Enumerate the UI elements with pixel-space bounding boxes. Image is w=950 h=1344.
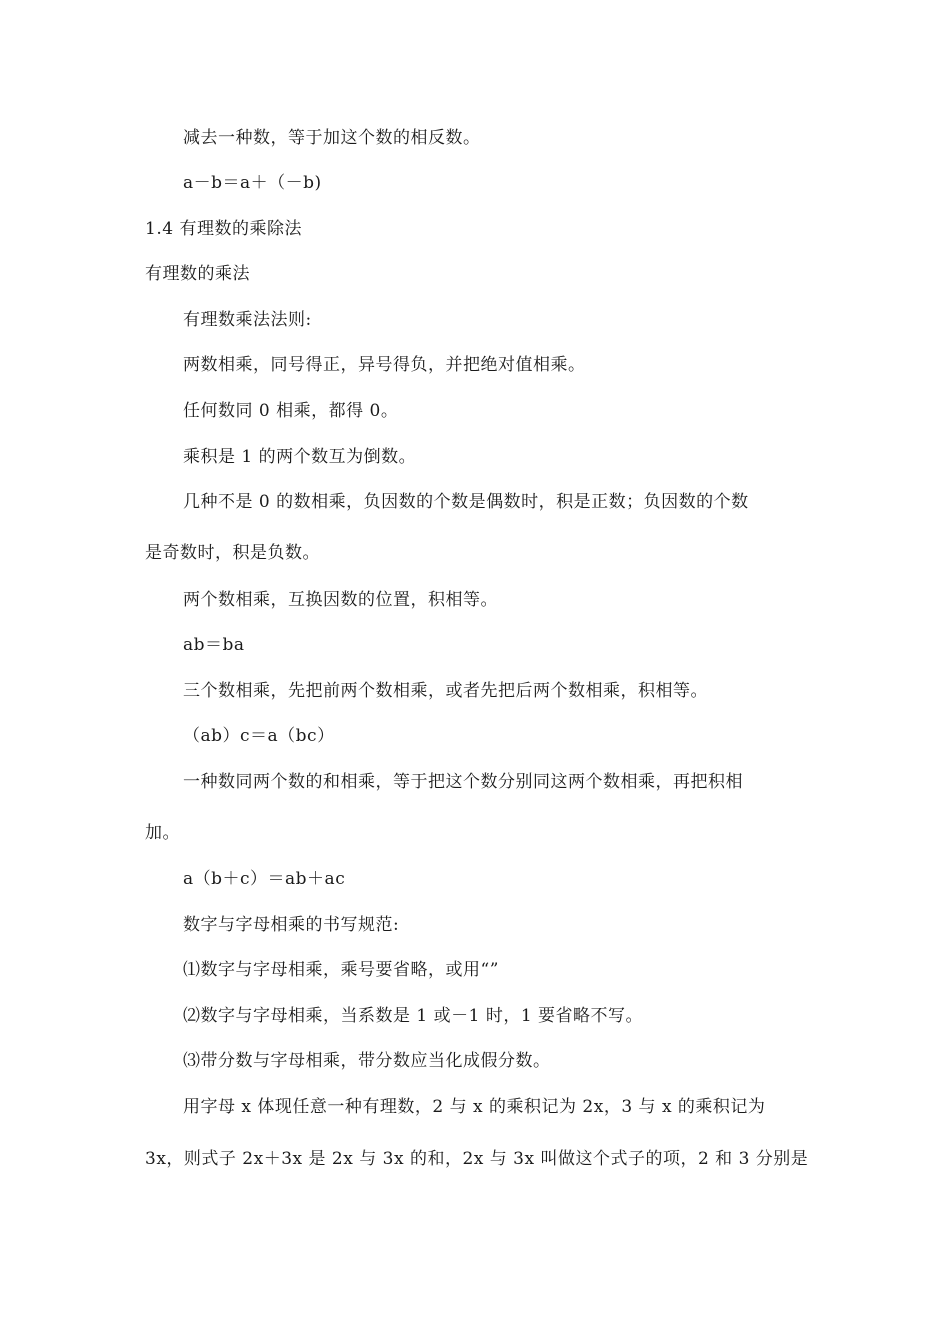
text-line: 减去一种数，等于加这个数的相反数。 xyxy=(183,128,481,148)
list-item: ⑴数字与字母相乘，乘号要省略，或用“” xyxy=(183,960,499,980)
formula-line: a－b＝a＋（－b) xyxy=(183,173,322,193)
text-line: 几种不是 0 的数相乘，负因数的个数是偶数时，积是正数；负因数的个数 xyxy=(183,492,749,512)
list-item: ⑶带分数与字母相乘，带分数应当化成假分数。 xyxy=(183,1051,551,1071)
list-item: ⑵数字与字母相乘，当系数是 1 或－1 时，1 要省略不写。 xyxy=(183,1006,644,1026)
text-line: 用字母 x 体现任意一种有理数，2 与 x 的乘积记为 2x，3 与 x 的乘积记为 xyxy=(183,1097,766,1117)
formula-line: a（b＋c）＝ab＋ac xyxy=(183,869,346,889)
text-line: 加。 xyxy=(145,823,180,843)
text-line: 3x，则式子 2x＋3x 是 2x 与 3x 的和，2x 与 3x 叫做这个式子的项，2 和 3 分别是 xyxy=(145,1149,809,1169)
subsection-heading: 有理数的乘法 xyxy=(145,264,250,284)
section-heading: 1.4 有理数的乘除法 xyxy=(145,219,302,239)
text-line: 任何数同 0 相乘，都得 0。 xyxy=(183,401,399,421)
text-line: 三个数相乘，先把前两个数相乘，或者先把后两个数相乘，积相等。 xyxy=(183,681,708,701)
text-line: 有理数乘法法则: xyxy=(183,310,312,330)
formula-line: （ab）c＝a（bc） xyxy=(183,726,335,746)
text-line: 乘积是 1 的两个数互为倒数。 xyxy=(183,447,417,467)
text-line: 两个数相乘，互换因数的位置，积相等。 xyxy=(183,590,498,610)
text-line: 是奇数时，积是负数。 xyxy=(145,543,320,563)
formula-line: ab＝ba xyxy=(183,635,245,655)
text-line: 一种数同两个数的和相乘，等于把这个数分别同这两个数相乘，再把积相 xyxy=(183,772,743,792)
text-line: 数字与字母相乘的书写规范: xyxy=(183,915,400,935)
text-line: 两数相乘，同号得正，异号得负，并把绝对值相乘。 xyxy=(183,355,586,375)
